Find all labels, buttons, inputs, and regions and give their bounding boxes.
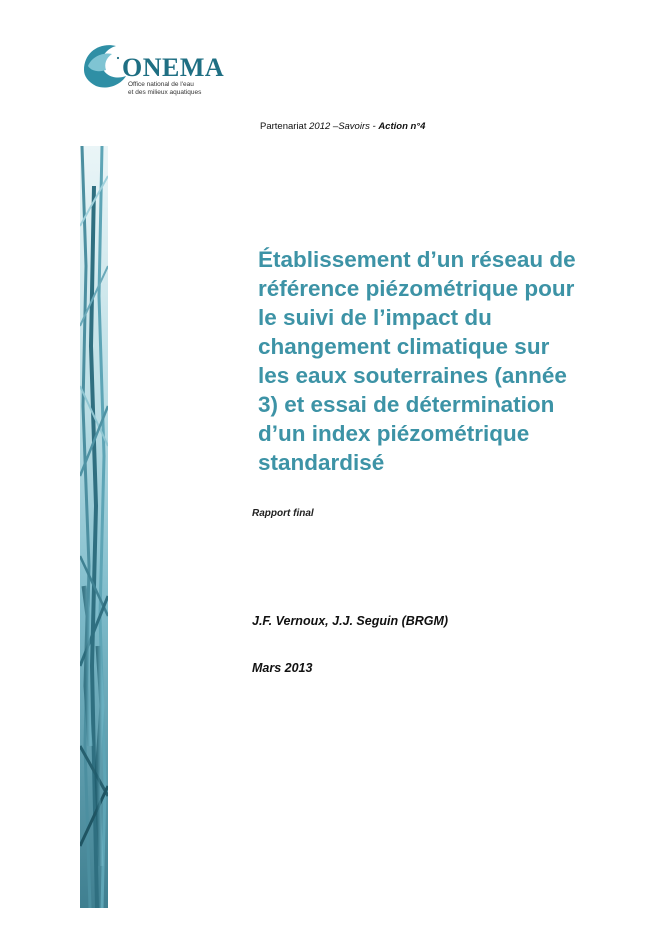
title-line: Établissement d’un réseau de bbox=[258, 247, 576, 272]
document-title bbox=[258, 245, 648, 477]
partnership-year: 2012 bbox=[309, 121, 331, 132]
authors: J.F. Vernoux, J.J. Seguin (BRGM) bbox=[252, 614, 449, 628]
title-line: d’un index piézométrique bbox=[258, 421, 530, 446]
partnership-prefix: Partenariat bbox=[260, 121, 310, 132]
logo-subtitle-line: Office national de l'eau bbox=[128, 81, 194, 88]
title-line: 3) et essai de détermination bbox=[258, 392, 555, 417]
title-line: standardisé bbox=[258, 450, 385, 475]
title-line: les eaux souterraines (année bbox=[258, 363, 567, 388]
partnership-middle: –Savoirs - bbox=[330, 121, 379, 132]
logo-subtitle-line: et des milieux aquatiques bbox=[128, 89, 202, 96]
reed-photo bbox=[80, 146, 108, 908]
title-line: le suivi de l’impact du bbox=[258, 305, 492, 330]
logo-wordmark: ONEMA bbox=[122, 53, 225, 82]
reed-photo-strip bbox=[80, 146, 108, 908]
partnership-action: Action n°4 bbox=[378, 121, 426, 132]
logo-subtitle bbox=[128, 81, 238, 97]
publication-date: Mars 2013 bbox=[252, 661, 313, 675]
partnership-line bbox=[260, 121, 425, 132]
onema-logo bbox=[78, 36, 230, 102]
title-line: changement climatique sur bbox=[258, 334, 550, 359]
report-type-label: Rapport final bbox=[252, 508, 314, 519]
title-line: référence piézométrique pour bbox=[258, 276, 575, 301]
